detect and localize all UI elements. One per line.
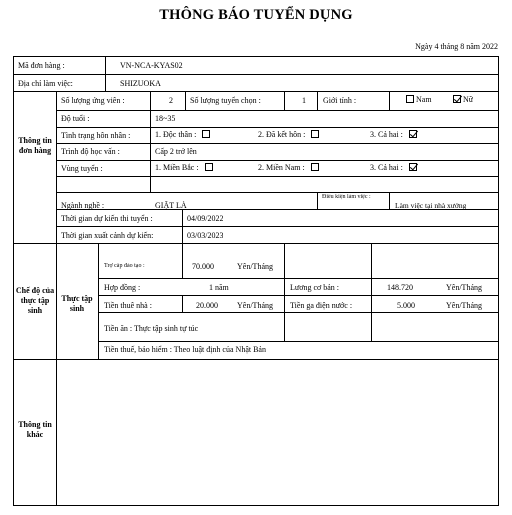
region-both-checked-icon[interactable] <box>409 163 417 171</box>
north-checkbox-icon[interactable] <box>205 163 213 171</box>
divider <box>150 110 151 192</box>
region-both[interactable] <box>370 163 419 173</box>
region-opt3: 3. Cả hai : <box>370 163 403 172</box>
marital-label: Tình trạng hôn nhân : <box>61 131 131 140</box>
divider <box>284 243 285 341</box>
contract-value: 1 năm <box>209 283 229 292</box>
condition-label: Điều kiện làm việc : <box>322 194 371 200</box>
contract-label: Hợp đồng : <box>104 283 141 292</box>
departure-date-label: Thời gian xuất cảnh dự kiến: <box>61 231 154 240</box>
male-checkbox-icon[interactable] <box>406 95 414 103</box>
male-label: Nam <box>416 95 432 104</box>
divider <box>56 226 498 227</box>
female-checkbox-checked-icon[interactable] <box>453 95 461 103</box>
divider <box>317 91 318 110</box>
gender-female[interactable] <box>451 95 473 105</box>
exam-date-value: 04/09/2022 <box>187 214 224 223</box>
divider <box>284 91 285 110</box>
both-checkbox-checked-icon[interactable] <box>409 130 417 138</box>
exam-date-label: Thời gian dự kiến thi tuyển : <box>61 214 153 223</box>
base-salary-value: 148.720 <box>387 283 413 292</box>
rent-value: 20.000 <box>196 301 218 310</box>
section-trainee-regime: Chế độ của thực tập sinh <box>15 286 55 315</box>
region-label: Vùng tuyển : <box>61 164 103 173</box>
selected-label: Số lượng tuyển chọn : <box>190 96 261 105</box>
divider <box>105 74 106 91</box>
divider <box>56 176 498 177</box>
selected-value: 1 <box>302 96 306 105</box>
divider <box>389 192 390 209</box>
trainee-label: Thực tập sinh <box>61 294 93 313</box>
base-salary-label: Lương cơ bản : <box>290 283 340 292</box>
divider <box>389 91 390 110</box>
divider <box>98 312 498 313</box>
region-opt1: 1. Miền Bắc : <box>155 163 199 172</box>
divider <box>98 278 498 279</box>
divider <box>56 143 498 144</box>
section-other-info: Thông tin khác <box>18 420 52 439</box>
divider <box>56 209 498 210</box>
utilities-unit: Yên/Tháng <box>446 301 482 310</box>
divider <box>185 91 186 110</box>
issue-date: Ngày 4 tháng 8 năm 2022 <box>415 42 498 51</box>
divider <box>14 243 498 244</box>
work-address-label: Địa chỉ làm việc: <box>18 79 73 88</box>
marital-opt2: 2. Đã kết hôn : <box>258 130 306 139</box>
candidates-value: 2 <box>169 96 173 105</box>
divider <box>56 110 498 111</box>
divider <box>56 359 57 505</box>
married-checkbox-icon[interactable] <box>311 130 319 138</box>
work-address-value: SHIZUOKA <box>120 79 161 88</box>
divider <box>182 243 183 278</box>
single-checkbox-icon[interactable] <box>202 130 210 138</box>
divider <box>371 243 372 341</box>
gender-label: Giới tính : <box>323 96 357 105</box>
divider <box>105 57 106 74</box>
order-code-label: Mã đơn hàng : <box>18 61 65 70</box>
marital-married[interactable] <box>258 130 321 140</box>
age-value: 18~35 <box>155 114 176 123</box>
training-allowance-unit: Yên/Tháng <box>237 262 273 271</box>
condition-value: Làm việc tại nhà xưởng <box>395 201 467 210</box>
divider <box>317 192 318 209</box>
departure-date-value: 03/03/2023 <box>187 231 224 240</box>
divider <box>56 192 498 193</box>
divider <box>150 91 151 110</box>
marital-opt1: 1. Độc thân : <box>155 130 197 139</box>
region-opt2: 2. Miền Nam : <box>258 163 305 172</box>
divider <box>14 359 498 360</box>
marital-opt3: 3. Cả hai : <box>370 130 403 139</box>
female-label: Nữ <box>463 95 474 104</box>
candidates-label: Số lượng ứng viên : <box>61 96 125 105</box>
meals-note: Tiền ăn : Thực tập sinh tự túc <box>104 324 199 333</box>
age-label: Độ tuổi : <box>61 114 90 123</box>
divider <box>182 295 183 312</box>
recruitment-form <box>13 56 499 506</box>
job-value: GIẶT LÀ <box>155 201 187 210</box>
region-south[interactable] <box>258 163 321 173</box>
section-order-info: Thông tin đơn hàng <box>18 136 52 155</box>
divider <box>56 160 498 161</box>
rent-label: Tiền thuê nhà : <box>104 301 152 310</box>
divider <box>14 74 498 75</box>
rent-unit: Yên/Tháng <box>237 301 273 310</box>
marital-both[interactable] <box>370 130 419 140</box>
order-code-value: VN-NCA-KYAS02 <box>120 61 183 70</box>
job-label: Ngành nghề : <box>61 201 105 210</box>
tax-note: Tiền thuế, bảo hiểm : Theo luật định của Nhật Bản <box>104 345 266 354</box>
south-checkbox-icon[interactable] <box>311 163 319 171</box>
region-north[interactable] <box>155 163 215 173</box>
divider <box>56 127 498 128</box>
base-salary-unit: Yên/Tháng <box>446 283 482 292</box>
marital-single[interactable] <box>155 130 212 140</box>
education-value: Cấp 2 trở lên <box>155 147 197 156</box>
training-allowance-label: Trợ cấp đào tạo : <box>104 263 145 269</box>
divider <box>98 341 498 342</box>
divider <box>56 243 57 359</box>
gender-male[interactable] <box>404 95 432 105</box>
page-title: THÔNG BÁO TUYỂN DỤNG <box>159 7 353 23</box>
training-allowance-value: 70.000 <box>192 262 214 271</box>
divider <box>14 91 498 92</box>
education-label: Trình độ học vấn : <box>61 147 120 156</box>
utilities-value: 5.000 <box>397 301 415 310</box>
divider <box>56 91 57 259</box>
utilities-label: Tiền ga điện nước : <box>290 301 353 310</box>
divider <box>98 295 498 296</box>
